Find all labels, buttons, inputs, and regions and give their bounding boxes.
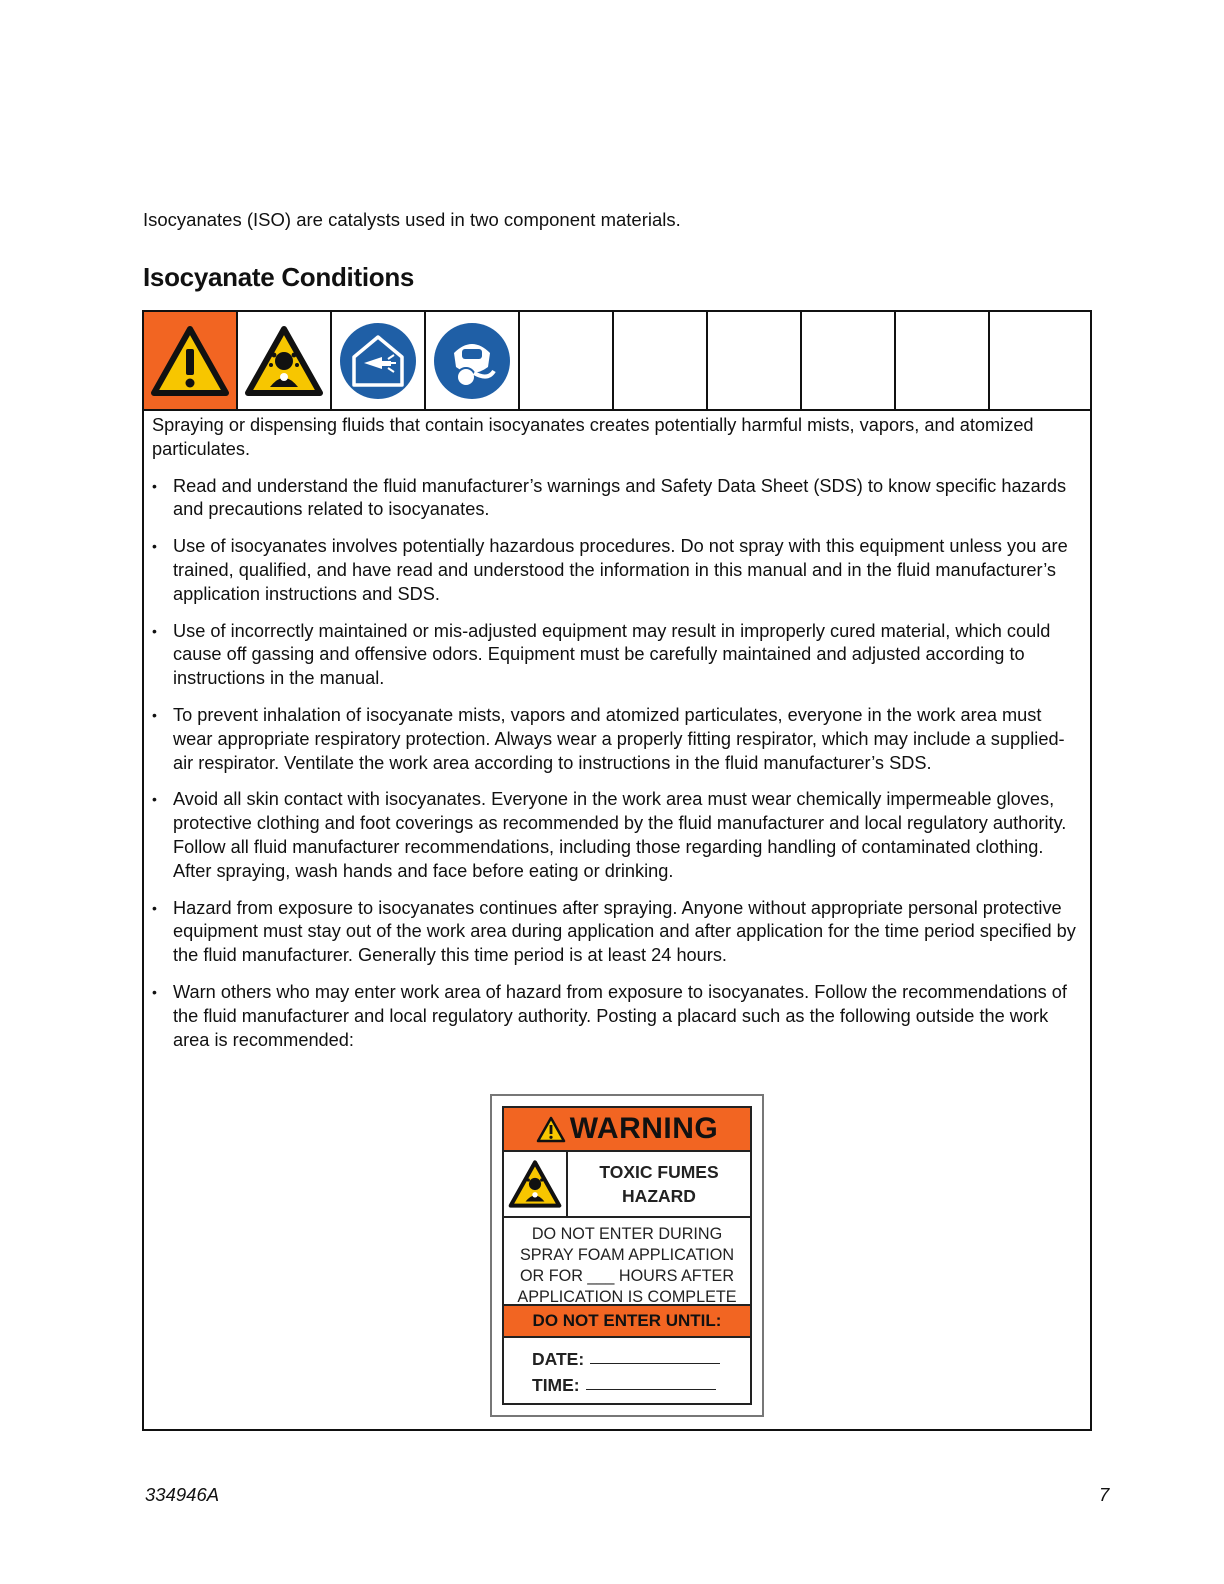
respirator-cell <box>426 312 520 409</box>
warning-placard-frame <box>490 1094 764 1417</box>
ventilation-cell <box>332 312 426 409</box>
placard-body-line: DO NOT ENTER DURING <box>531 1225 723 1243</box>
empty-icon-cell <box>614 312 708 409</box>
warning-icon <box>150 325 230 397</box>
conditions-content <box>152 414 1084 1065</box>
placard-time-label: TIME: <box>532 1375 580 1395</box>
list-item: • Avoid all skin contact with isocyanates. Everyone in the work area must wear chemically impermeable gloves, protective clothing and foot coverings as recommended by the fluid manufacturer and local regulatory authority. Follow all fluid manufacturer recommendations, including those regarding handling of contaminated clothing. After spraying, wash hands and face before eating or drinking. <box>152 788 1084 883</box>
lead-paragraph: Spraying or dispensing fluids that contain isocyanates creates potentially harmful mists, vapors, and atomized particulates. <box>152 415 1034 459</box>
placard-hazard-line: HAZARD <box>622 1186 696 1206</box>
placard-body-line: APPLICATION IS COMPLETE <box>517 1288 737 1306</box>
toxic-fumes-icon <box>244 325 324 397</box>
placard-header-text: WARNING <box>569 1112 719 1145</box>
placard-date-blank <box>590 1363 720 1364</box>
icon-row <box>144 312 1090 411</box>
placard-body-line: OR FOR ___ HOURS AFTER <box>519 1267 735 1285</box>
placard-body <box>504 1218 750 1306</box>
toxic-fumes-cell <box>238 312 332 409</box>
list-item: • Hazard from exposure to isocyanates continues after spraying. Anyone without appropriate personal protective equipment must stay out of the work area during application and after application for the time period specified by the fluid manufacturer. Generally this time period is at least 24 hours. <box>152 897 1084 968</box>
toxic-fumes-icon <box>508 1159 562 1209</box>
isocyanate-conditions-box <box>142 310 1092 1431</box>
list-item: • Warn others who may enter work area of hazard from exposure to isocyanates. Follow the recommendations of the fluid manufacturer and local regulatory authority. Posting a placard such as the following outside the work area is recommended: <box>152 981 1084 1052</box>
placard-hazard-line: TOXIC FUMES <box>599 1162 719 1182</box>
list-item: • Read and understand the fluid manufacturer’s warnings and Safety Data Sheet (SDS) to know specific hazards and precautions related to isocyanates. <box>152 475 1084 523</box>
warning-placard <box>502 1106 752 1405</box>
page-number: 7 <box>1099 1484 1110 1505</box>
warning-cell <box>144 312 238 409</box>
warning-icon <box>536 1116 566 1143</box>
placard-hazard-text <box>568 1152 750 1216</box>
ventilation-icon <box>338 321 418 401</box>
empty-icon-cell <box>896 312 990 409</box>
placard-hazard-icon-cell <box>504 1152 568 1216</box>
intro-text: Isocyanates (ISO) are catalysts used in two component materials. <box>143 209 681 230</box>
empty-icon-cell <box>802 312 896 409</box>
placard-hazard <box>504 1152 750 1218</box>
placard-until: DO NOT ENTER UNTIL: <box>504 1306 750 1338</box>
placard-date-label: DATE: <box>532 1349 585 1369</box>
doc-number: 334946A <box>145 1484 220 1505</box>
list-item: • Use of incorrectly maintained or mis-adjusted equipment may result in improperly cured material, which could cause off gassing and offensive odors. Equipment must be carefully maintained and adjusted according to instructions in the manual. <box>152 620 1084 691</box>
section-title: Isocyanate Conditions <box>143 262 415 292</box>
empty-icon-cell <box>990 312 1086 409</box>
list-item: • Use of isocyanates involves potentially hazardous procedures. Do not spray with this equipment unless you are trained, qualified, and have read and understood the information in this manual and in the fluid manufacturer’s application instructions and SDS. <box>152 535 1084 606</box>
placard-time-blank <box>586 1389 716 1390</box>
empty-icon-cell <box>708 312 802 409</box>
respirator-icon <box>432 321 512 401</box>
placard-time-row <box>532 1372 750 1398</box>
placard-header <box>504 1108 750 1152</box>
placard-fields <box>504 1338 750 1398</box>
conditions-list <box>152 475 1084 1053</box>
empty-icon-cell <box>520 312 614 409</box>
placard-date-row <box>532 1346 750 1372</box>
list-item: • To prevent inhalation of isocyanate mists, vapors and atomized particulates, everyone in the work area must wear appropriate respiratory protection. Always wear a properly fitting respirator, which may include a supplied-air respirator. Ventilate the work area according to instructions in the fluid manufacturer’s SDS. <box>152 704 1084 775</box>
placard-body-line: SPRAY FOAM APPLICATION <box>519 1246 735 1264</box>
